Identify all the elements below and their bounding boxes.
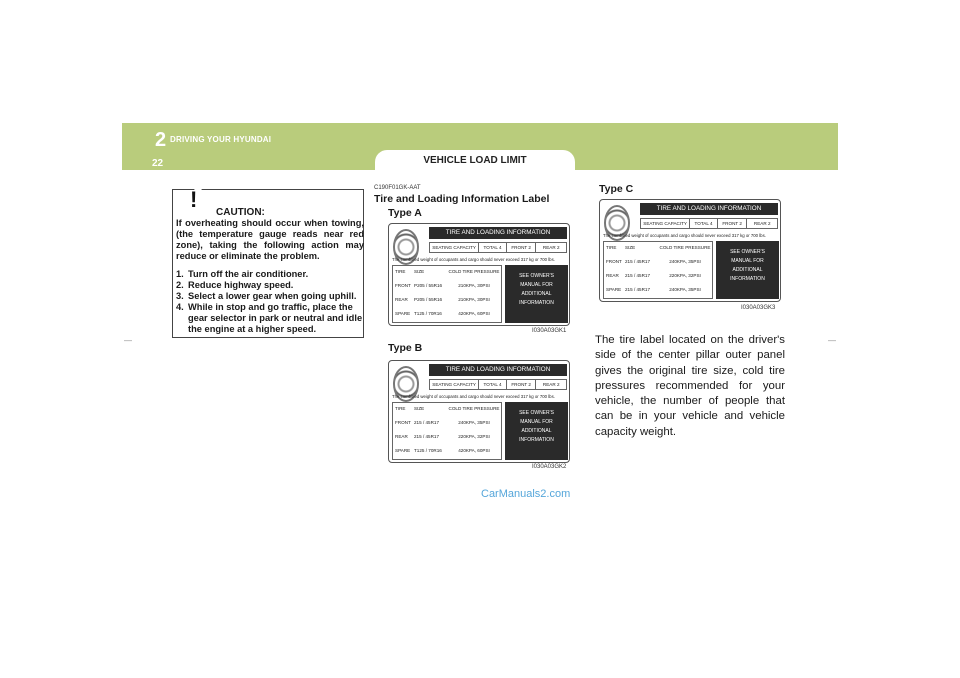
crop-mark: — xyxy=(828,336,836,345)
figure-code: I030A03GK1 xyxy=(532,328,567,334)
caution-body: If overheating should occur when towing, (the temperature gauge reads near red zone), taking the following action may reduce or eliminate the problem. xyxy=(176,218,364,261)
seating-capacity-row: SEATING CAPACITY TOTAL 4 FRONT 2 REAR 2 xyxy=(429,242,567,253)
combined-weight-text: The combined weight of occupants and cargo should never exceed 317 kg or 700 lbs. xyxy=(392,394,555,399)
owner-manual-box: SEE OWNER'S MANUAL FOR ADDITIONAL INFORMATION xyxy=(505,402,568,460)
list-item: 4. While in stop and go traffic, place the gear selector in park or neutral and idle the engine at a higher speed. xyxy=(176,302,363,334)
watermark-link[interactable]: CarManuals2.com xyxy=(481,488,571,500)
owner-manual-box: SEE OWNER'S MANUAL FOR ADDITIONAL INFORMATION xyxy=(505,265,568,323)
table-row: REAR 215 / 45R17 220KPA, 32PSI xyxy=(606,273,701,278)
type-c-heading: Type C xyxy=(599,183,634,195)
crop-mark: — xyxy=(124,336,132,345)
table-row: FRONT P205 / 55R16 210KPA, 30PSI xyxy=(395,283,490,288)
table-row: SPARE 215 / 45R17 240KPA, 35PSI xyxy=(606,287,701,292)
section-title: VEHICLE LOAD LIMIT xyxy=(423,155,527,166)
tire-label-a xyxy=(388,223,570,326)
list-item: 2. Reduce highway speed. xyxy=(176,280,294,290)
figure-code: I030A03GK2 xyxy=(532,464,567,470)
seating-capacity-row: SEATING CAPACITY TOTAL 4 FRONT 2 REAR 2 xyxy=(429,379,567,390)
table-row: REAR 215 / 45R17 220KPA, 32PSI xyxy=(395,434,490,439)
figure-code: I030A03GK3 xyxy=(741,305,776,311)
tire-label-c xyxy=(599,199,781,302)
table-row: SPARE T125 / 70R16 420KPA, 60PSI xyxy=(395,311,490,316)
tire-label-title: TIRE AND LOADING INFORMATION xyxy=(640,203,778,215)
warning-triangle-icon xyxy=(181,183,215,214)
tire-label-title: TIRE AND LOADING INFORMATION xyxy=(429,364,567,376)
table-row: SPARE T125 / 70R16 420KPA, 60PSI xyxy=(395,448,490,453)
exclamation-icon: ! xyxy=(190,187,198,212)
table-row: FRONT 215 / 45R17 240KPA, 35PSI xyxy=(606,259,701,264)
list-item: 1. Turn off the air conditioner. xyxy=(176,269,309,279)
type-a-heading: Type A xyxy=(388,207,422,219)
tire-table: TIRE SIZE COLD TIRE PRESSURE FRONT P205 / 55R16 210KPA, 30PSI REAR P205 / 55R16 210KPA, 30PSI SPARE T125 / 70R16 420KPA, 60PSI xyxy=(392,265,502,323)
body-paragraph: The tire label located on the driver's side of the center pillar outer panel gives the original tire size, cold tire pressures recommended for your vehicle, the number of people that can be in your vehicle and vehicle capacity weight. xyxy=(595,334,785,438)
tire-table: TIRE SIZE COLD TIRE PRESSURE FRONT 215 / 45R17 240KPA, 35PSI REAR 215 / 45R17 220KPA, 32PSI SPARE T125 / 70R16 420KPA, 60PSI xyxy=(392,402,502,460)
chapter-number: 2 xyxy=(155,129,167,151)
table-row: REAR P205 / 55R16 210KPA, 30PSI xyxy=(395,297,490,302)
caution-list xyxy=(176,269,364,335)
section-code: C190F01GK-AAT xyxy=(374,185,421,191)
tire-label-title: TIRE AND LOADING INFORMATION xyxy=(429,227,567,239)
table-row: FRONT 215 / 45R17 240KPA, 35PSI xyxy=(395,420,490,425)
tire-label-b xyxy=(388,360,570,463)
list-item: 3. Select a lower gear when going uphill. xyxy=(176,291,357,301)
combined-weight-text: The combined weight of occupants and cargo should never exceed 317 kg or 700 lbs. xyxy=(603,233,766,238)
page-number: 22 xyxy=(152,158,164,169)
tire-table: TIRE SIZE COLD TIRE PRESSURE FRONT 215 / 45R17 240KPA, 35PSI REAR 215 / 45R17 220KPA, 32PSI SPARE 215 / 45R17 240KPA, 35PSI xyxy=(603,241,713,299)
section-heading: Tire and Loading Information Label xyxy=(374,193,550,205)
type-b-heading: Type B xyxy=(388,342,423,354)
seating-capacity-row: SEATING CAPACITY TOTAL 4 FRONT 2 REAR 2 xyxy=(640,218,778,229)
owner-manual-box: SEE OWNER'S MANUAL FOR ADDITIONAL INFORMATION xyxy=(716,241,779,299)
combined-weight-text: The combined weight of occupants and cargo should never exceed 317 kg or 700 lbs. xyxy=(392,257,555,262)
caution-title: CAUTION: xyxy=(216,207,265,218)
chapter-title: DRIVING YOUR HYUNDAI xyxy=(170,135,272,144)
